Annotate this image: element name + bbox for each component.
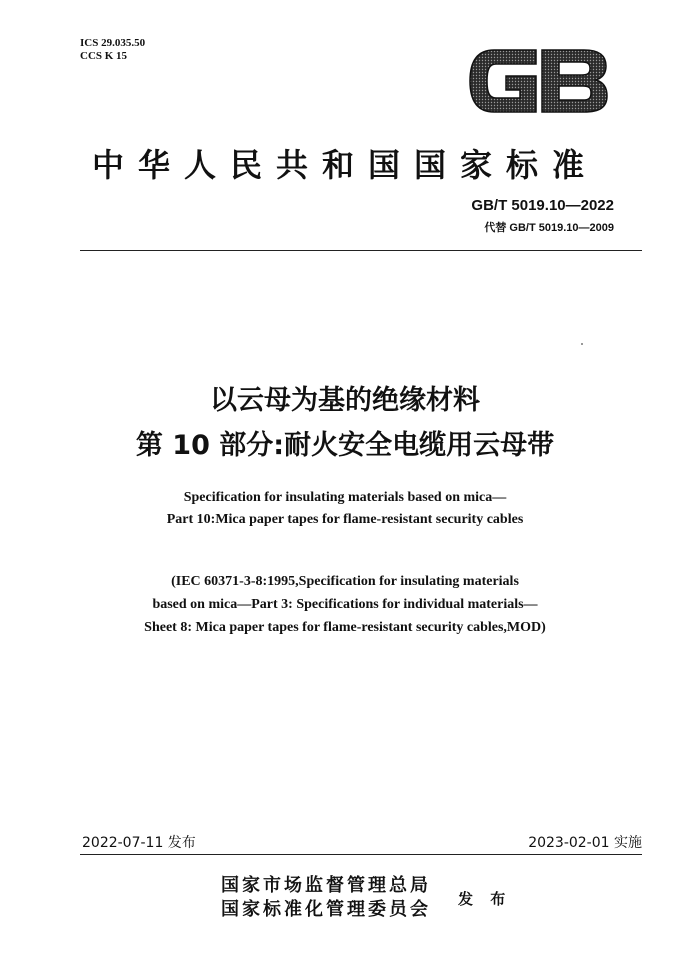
standard-number: GB/T 5019.10—2022	[471, 197, 614, 214]
issuing-authorities	[221, 874, 431, 922]
document-title-cn-line2: 第 10 部分:耐火安全电缆用云母带	[135, 430, 555, 461]
issue-date: 2022-07-11 发布	[82, 835, 196, 851]
replaces-standard: 代替 GB/T 5019.10—2009	[484, 222, 614, 234]
scan-speck	[581, 343, 583, 345]
international-reference-line2: based on mica—Part 3: Specifications for individual materials—	[152, 597, 538, 612]
issuer-line2: 国家标准化管理委员会	[221, 899, 431, 920]
issuer-line1: 国家市场监督管理总局	[221, 875, 431, 896]
standard-category-title: 中华人民共和国国家标准	[91, 146, 598, 184]
document-title-en-line1: Specification for insulating materials based on mica—	[183, 490, 507, 505]
document-title-cn-line1: 以云母为基的绝缘材料	[210, 385, 480, 416]
international-reference-line3: Sheet 8: Mica paper tapes for flame-resistant security cables,MOD)	[144, 620, 546, 635]
issue-action: 发 布	[458, 890, 512, 908]
document-title-en-line2: Part 10:Mica paper tapes for flame-resistant security cables	[166, 512, 524, 527]
footer-divider	[80, 854, 642, 855]
ics-code: ICS 29.035.50	[80, 37, 146, 49]
ccs-code: CCS K 15	[80, 50, 128, 62]
classification-codes	[80, 37, 145, 63]
international-reference-line1: (IEC 60371-3-8:1995,Specification for insulating materials	[171, 574, 519, 589]
implementation-date: 2023-02-01 实施	[528, 835, 642, 851]
header-divider	[80, 250, 642, 251]
gb-logo	[466, 44, 610, 118]
